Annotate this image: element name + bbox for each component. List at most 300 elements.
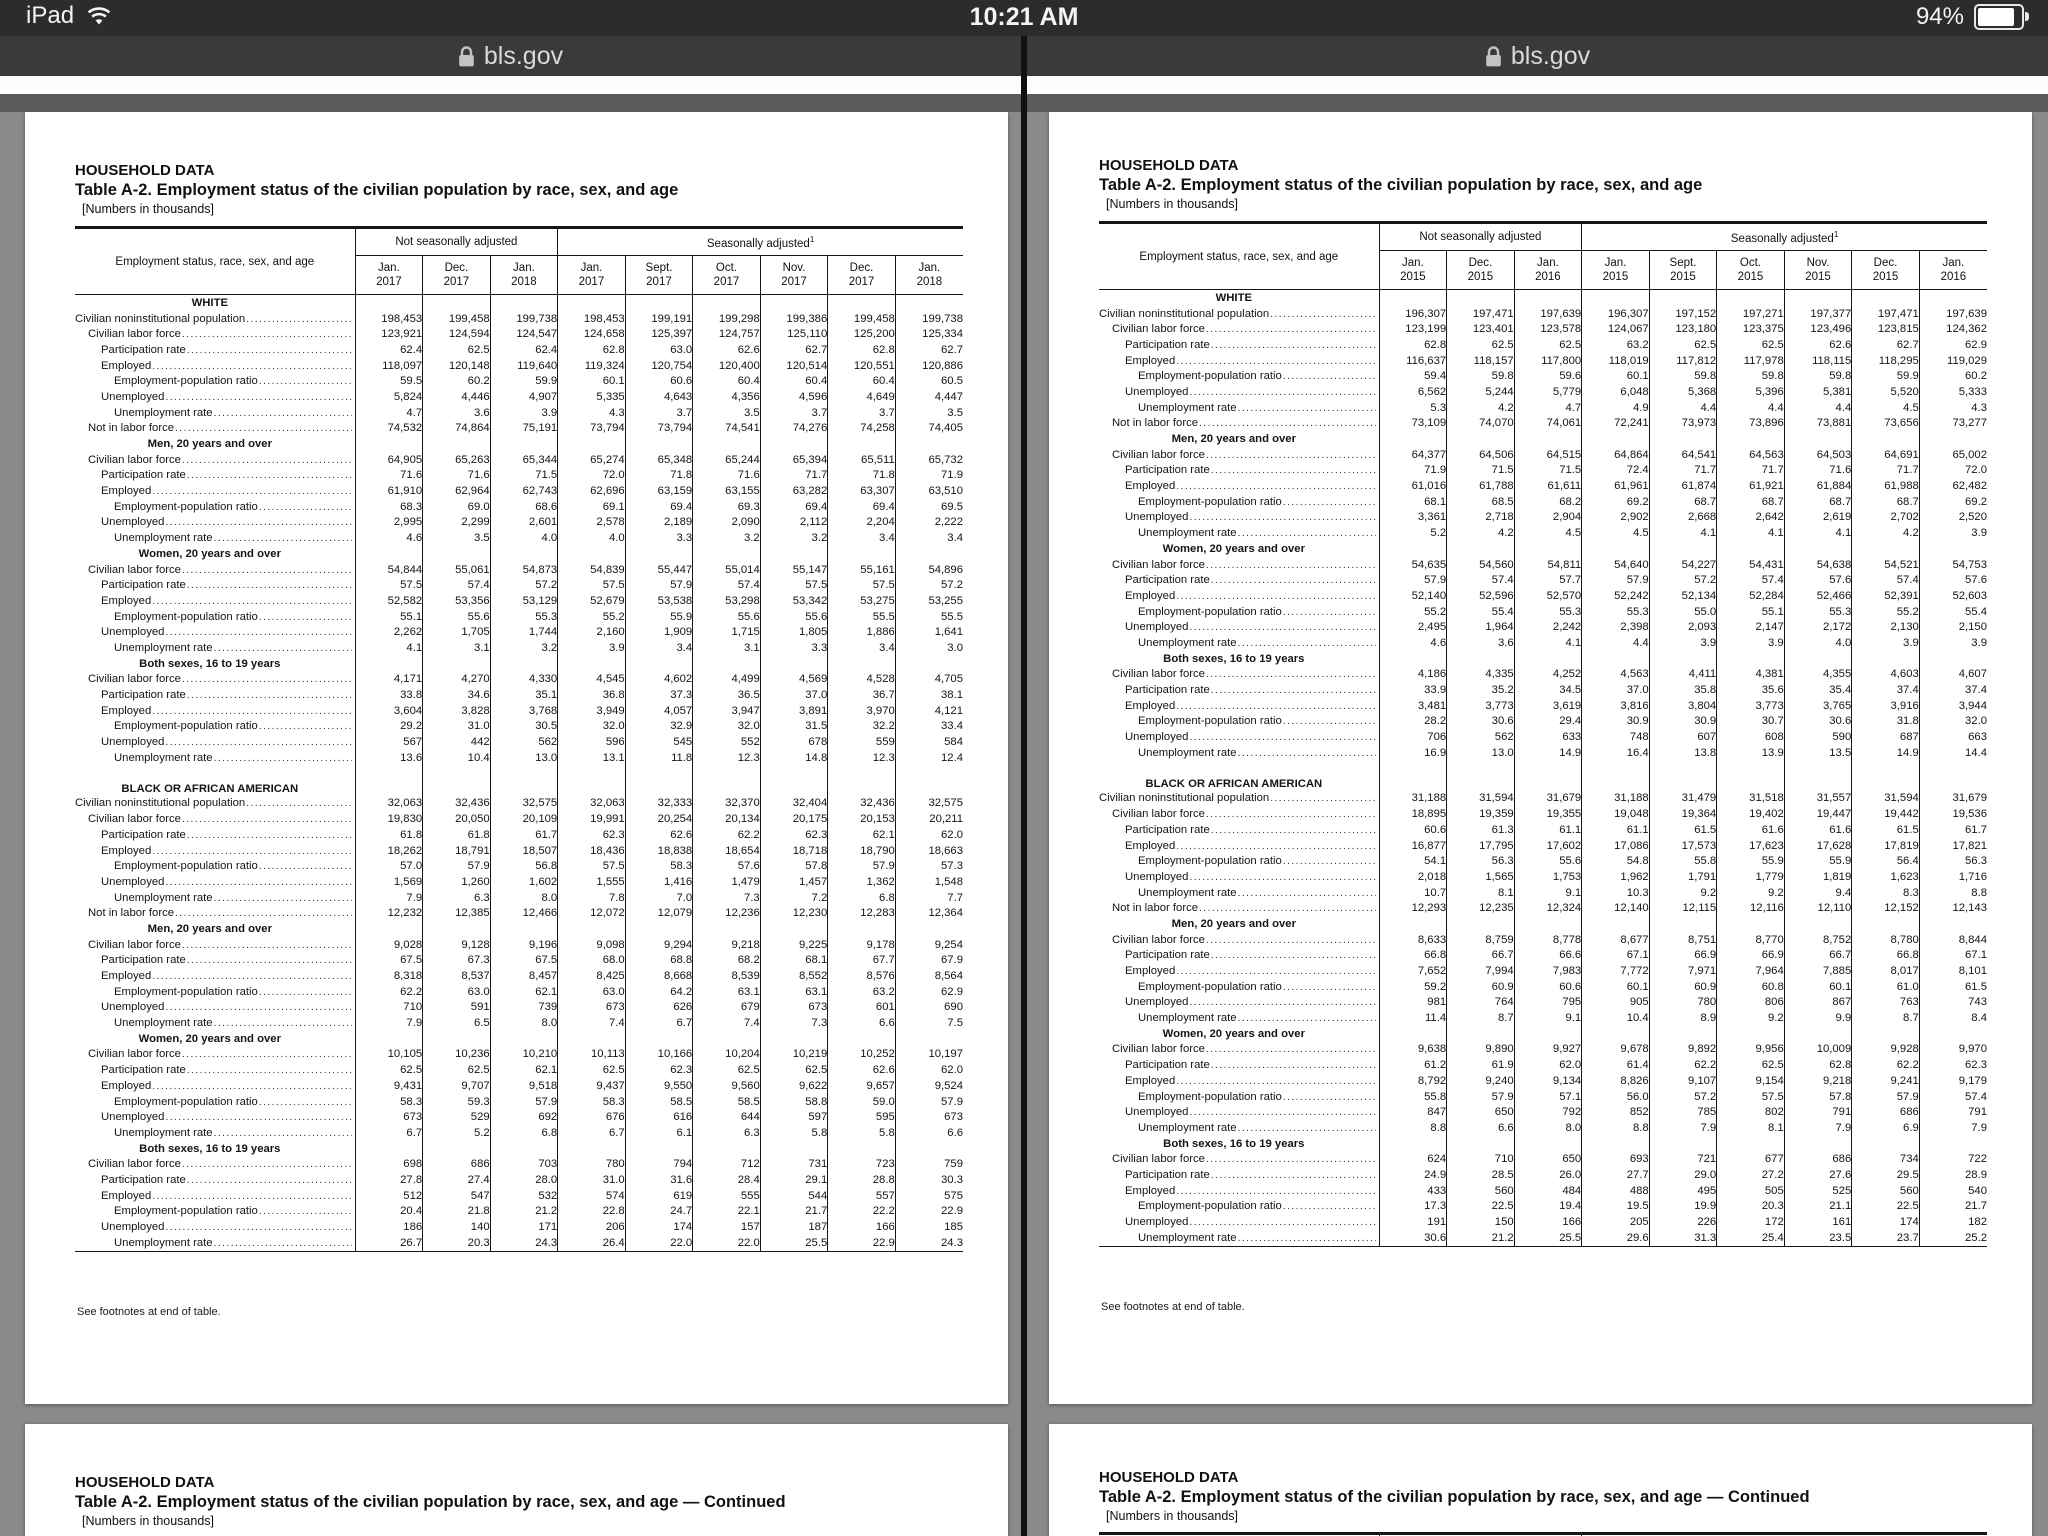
section-label: Both sexes, 16 to 19 years [139,657,281,670]
value-cell: 12.3 [693,750,761,766]
value-cell: 123,401 [1447,321,1515,337]
value-cell: 7.4 [558,1015,626,1031]
value-cell: 55.3 [1784,604,1852,620]
value-cell: 633 [1514,729,1582,745]
empty-cell [1582,290,1650,306]
value-cell: 65,244 [693,452,761,468]
value-cell: 60.1 [1582,979,1650,995]
value-cell: 61.6 [1717,822,1785,838]
value-cell: 119,640 [490,358,558,374]
dot-leader [1211,685,1376,696]
row-label-cell: Unemployment rate ..... [1099,400,1379,416]
value-cell: 61.5 [1919,979,1987,995]
value-cell: 5.2 [423,1125,491,1141]
value-cell: 62.7 [1852,337,1920,353]
value-cell: 30.3 [895,1172,963,1188]
row-label-cell: Civilian labor force ..... [75,562,355,578]
dot-leader [1199,418,1376,429]
value-cell: 4.2 [1852,525,1920,541]
table-row [75,499,963,515]
value-cell: 562 [1447,729,1515,745]
value-cell: 62,743 [490,483,558,499]
dot-leader [187,690,352,701]
value-cell: 57.6 [1784,572,1852,588]
value-cell: 3,773 [1717,698,1785,714]
value-cell: 38.1 [895,687,963,703]
value-cell: 16,877 [1379,838,1447,854]
empty-cell [1379,651,1447,667]
value-cell: 18,718 [760,843,828,859]
table-row [75,905,963,921]
value-cell: 9,657 [828,1078,896,1094]
value-cell: 734 [1852,1151,1920,1167]
table-row [1099,791,1987,807]
value-cell: 60.9 [1649,979,1717,995]
value-cell: 67.5 [490,953,558,969]
value-cell: 10,204 [693,1047,761,1063]
value-cell: 806 [1717,995,1785,1011]
dot-leader [1199,903,1376,914]
value-cell: 3.6 [423,405,491,421]
value-cell: 22.2 [828,1204,896,1220]
value-cell: 2,242 [1514,619,1582,635]
value-cell: 532 [490,1188,558,1204]
dot-leader [152,1191,351,1202]
value-cell: 4,499 [693,672,761,688]
value-cell: 10.3 [1582,885,1650,901]
value-cell: 68.7 [1649,494,1717,510]
value-cell: 8.7 [1852,1010,1920,1026]
value-cell: 1,565 [1447,869,1515,885]
value-cell: 53,275 [828,593,896,609]
value-cell: 591 [423,1000,491,1016]
value-cell: 7.0 [625,890,693,906]
row-label-cell: Unemployed ..... [75,389,355,405]
row-label-cell: Civilian labor force ..... [1099,557,1379,573]
value-cell: 62.5 [558,1062,626,1078]
value-cell: 2,578 [558,515,626,531]
value-cell: 8,576 [828,968,896,984]
table-row [1099,572,1987,588]
dot-leader [1189,732,1375,743]
empty-cell [828,1141,896,1157]
value-cell: 116,637 [1379,353,1447,369]
value-cell: 25.4 [1717,1230,1785,1246]
empty-cell [693,921,761,937]
value-cell: 20,134 [693,811,761,827]
value-cell: 607 [1649,729,1717,745]
section-heading: HOUSEHOLD DATA [75,1474,215,1491]
value-cell: 57.6 [1919,572,1987,588]
value-cell: 17,821 [1919,838,1987,854]
pdf-viewer[interactable] [0,112,1021,1536]
value-cell: 677 [1717,1151,1785,1167]
value-cell: 721 [1649,1151,1717,1167]
value-cell: 62,482 [1919,478,1987,494]
month-column-header: Dec. 2017 [423,256,491,295]
dot-leader [214,408,352,419]
value-cell: 795 [1514,995,1582,1011]
table-row [75,719,963,735]
value-cell: 9,622 [760,1078,828,1094]
dot-leader [1176,591,1375,602]
value-cell: 3.3 [760,640,828,656]
value-cell: 73,881 [1784,416,1852,432]
dot-leader [1189,997,1375,1008]
value-cell: 9.2 [1717,885,1785,901]
value-cell: 63.1 [693,984,761,1000]
value-cell: 57.5 [558,858,626,874]
value-cell: 57.9 [490,1094,558,1110]
value-cell: 55.2 [1379,604,1447,620]
value-cell: 65,274 [558,452,626,468]
value-cell: 54,635 [1379,557,1447,573]
row-label-cell: Employed ..... [75,483,355,499]
dot-leader [246,314,351,325]
empty-cell [1852,541,1920,557]
pdf-page-next [1049,1424,2032,1536]
group-header: Seasonally adjusted$^1$ [558,228,963,256]
value-cell: 62.9 [1919,337,1987,353]
value-cell: 686 [1784,1151,1852,1167]
value-cell: 5,244 [1447,384,1515,400]
pdf-viewer[interactable] [1027,112,2048,1536]
url-bar[interactable] [1027,36,2048,76]
dot-leader [182,674,352,685]
value-cell: 2,222 [895,515,963,531]
section-label: Men, 20 years and over [147,438,272,451]
value-cell: 8,457 [490,968,558,984]
section-label: Women, 20 years and over [138,547,281,560]
row-label-cell: Participation rate ..... [75,687,355,703]
value-cell: 1,555 [558,874,626,890]
row-label-cell: Employed ..... [1099,1073,1379,1089]
value-cell: 66.9 [1649,948,1717,964]
value-cell: 62.1 [490,984,558,1000]
empty-cell [490,295,558,311]
value-cell: 9,638 [1379,1042,1447,1058]
value-cell: 32,063 [558,796,626,812]
value-cell: 9,225 [760,937,828,953]
value-cell: 2,668 [1649,510,1717,526]
value-cell: 61,884 [1784,478,1852,494]
value-cell: 57.9 [828,858,896,874]
empty-cell [490,656,558,672]
dot-leader [1238,1233,1376,1244]
value-cell: 559 [828,734,896,750]
value-cell: 9,028 [355,937,423,953]
table-row [1099,979,1987,995]
section-label: BLACK OR AFRICAN AMERICAN [1145,777,1323,790]
value-cell: 4.4 [1717,400,1785,416]
row-label-cell: Civilian labor force ..... [1099,932,1379,948]
value-cell: 199,738 [895,311,963,327]
dot-leader [182,329,352,340]
value-cell: 56.4 [1852,853,1920,869]
table-row [1099,1199,1987,1215]
value-cell: 14.4 [1919,745,1987,761]
value-cell: 55.1 [355,609,423,625]
empty-cell [355,295,423,311]
section-header-row [1099,761,1987,791]
value-cell: 3,970 [828,703,896,719]
value-cell: 61,961 [1582,478,1650,494]
dot-leader [1176,481,1375,492]
value-cell: 57.4 [1852,572,1920,588]
value-cell: 62.5 [1717,1057,1785,1073]
value-cell: 3,891 [760,703,828,719]
table-row [75,1062,963,1078]
value-cell: 52,679 [558,593,626,609]
dot-leader [187,830,352,841]
value-cell: 9,128 [423,937,491,953]
value-cell: 71.9 [895,468,963,484]
month-column-header: Dec. 2017 [828,256,896,295]
value-cell: 22.1 [693,1204,761,1220]
value-cell: 53,298 [693,593,761,609]
dot-leader [214,753,352,764]
value-cell: 8,318 [355,968,423,984]
value-cell: 57.1 [1514,1089,1582,1105]
dot-leader [1283,856,1376,867]
value-cell: 123,375 [1717,321,1785,337]
value-cell: 53,255 [895,593,963,609]
table-row [75,1078,963,1094]
value-cell: 12,116 [1717,900,1785,916]
value-cell: 197,271 [1717,306,1785,322]
value-cell: 4,596 [760,389,828,405]
value-cell: 4.6 [1379,635,1447,651]
value-cell: 124,757 [693,326,761,342]
value-cell: 63.2 [828,984,896,1000]
value-cell: 802 [1717,1104,1785,1120]
empty-cell [1852,1136,1920,1152]
pdf-top-strip [1027,76,2048,94]
value-cell: 60.4 [693,373,761,389]
empty-cell [625,656,693,672]
value-cell: 52,242 [1582,588,1650,604]
value-cell: 4,563 [1582,667,1650,683]
value-cell: 5.8 [828,1125,896,1141]
value-cell: 68.3 [355,499,423,515]
month-column-header: Jan. 2015 [1582,251,1650,290]
value-cell: 54,227 [1649,557,1717,573]
value-cell: 30.6 [1784,714,1852,730]
value-cell: 57.9 [625,577,693,593]
row-label-cell: Civilian labor force ..... [1099,1151,1379,1167]
table-row [75,483,963,499]
row-label-cell: Employment-population ratio ..... [75,499,355,515]
empty-cell [693,436,761,452]
table-title: Table A-2. Employment status of the civilian population by race, sex, and age [75,181,679,199]
row-label-cell: Employment-population ratio ..... [75,1204,355,1220]
empty-cell [558,1031,626,1047]
table-row [1099,1183,1987,1199]
lock-icon [458,45,475,68]
value-cell: 71.5 [1447,463,1515,479]
value-cell: 37.0 [760,687,828,703]
value-cell: 33.8 [355,687,423,703]
row-label-cell: Employed ..... [1099,1183,1379,1199]
value-cell: 8,759 [1447,932,1515,948]
value-cell: 2,130 [1852,619,1920,635]
empty-cell [1582,431,1650,447]
value-cell: 9,927 [1514,1042,1582,1058]
value-cell: 57.6 [693,858,761,874]
dot-leader [1176,1186,1375,1197]
value-cell: 54,896 [895,562,963,578]
value-cell: 8,751 [1649,932,1717,948]
dot-leader [259,376,352,387]
empty-cell [355,436,423,452]
group-header: Not seasonally adjusted [355,228,558,256]
value-cell: 58.8 [760,1094,828,1110]
split-view-divider[interactable] [1021,36,1027,1536]
table-row [75,640,963,656]
value-cell: 60.2 [1919,368,1987,384]
row-label-cell: Civilian labor force ..... [1099,447,1379,463]
section-header-row [75,656,963,672]
empty-cell [1852,431,1920,447]
value-cell: 57.4 [1717,572,1785,588]
dot-leader [214,1018,352,1029]
value-cell: 10,210 [490,1047,558,1063]
value-cell: 4.4 [1649,400,1717,416]
dot-leader [1189,1107,1375,1118]
table-row [75,1109,963,1125]
row-label-cell: Employed ..... [1099,478,1379,494]
value-cell: 66.8 [1852,948,1920,964]
value-cell: 488 [1582,1183,1650,1199]
value-cell: 71.5 [490,468,558,484]
empty-cell [1717,290,1785,306]
row-label-cell: Civilian labor force ..... [1099,806,1379,822]
empty-cell [1852,1026,1920,1042]
value-cell: 64,515 [1514,447,1582,463]
stub-column-header: Employment status, race, sex, and age [75,228,355,295]
value-cell: 62.1 [828,827,896,843]
row-label-cell: Civilian labor force ..... [75,1156,355,1172]
value-cell: 792 [1514,1104,1582,1120]
value-cell: 64.2 [625,984,693,1000]
value-cell: 197,471 [1447,306,1515,322]
section-label: BLACK OR AFRICAN AMERICAN [121,782,299,795]
value-cell: 5,396 [1717,384,1785,400]
value-cell: 14.9 [1514,745,1582,761]
value-cell: 28.0 [490,1172,558,1188]
empty-cell [558,295,626,311]
employment-status-table [75,226,963,1252]
value-cell: 123,921 [355,326,423,342]
dot-leader [182,1159,352,1170]
value-cell: 650 [1447,1104,1515,1120]
value-cell: 31,594 [1447,791,1515,807]
value-cell: 12,466 [490,905,558,921]
dot-leader [1238,638,1376,649]
section-label: Men, 20 years and over [1171,917,1296,930]
table-row [1099,698,1987,714]
value-cell: 794 [625,1156,693,1172]
row-label-cell: Civilian labor force ..... [75,326,355,342]
status-bar [0,0,2048,36]
row-label-cell: Unemployment rate ..... [75,1235,355,1251]
value-cell: 185 [895,1219,963,1235]
value-cell: 60.1 [1784,979,1852,995]
value-cell: 124,594 [423,326,491,342]
table-row [75,326,963,342]
month-column-header: Jan. 2016 [1514,251,1582,290]
dot-leader [165,1222,351,1233]
value-cell: 3,361 [1379,510,1447,526]
value-cell: 4,528 [828,672,896,688]
value-cell: 8.8 [1919,885,1987,901]
value-cell: 5.3 [1379,400,1447,416]
value-cell: 68.7 [1717,494,1785,510]
dot-leader [1211,575,1376,586]
value-cell: 8.1 [1447,885,1515,901]
empty-cell [423,1031,491,1047]
value-cell: 7,652 [1379,963,1447,979]
empty-cell [1514,651,1582,667]
row-label-cell: Civilian noninstitutional population ..... [1099,791,1379,807]
value-cell: 199,386 [760,311,828,327]
value-cell: 16.9 [1379,745,1447,761]
value-cell: 62.3 [625,1062,693,1078]
empty-cell [1717,431,1785,447]
row-label-cell: Unemployed ..... [1099,619,1379,635]
value-cell: 62.5 [355,1062,423,1078]
value-cell: 698 [355,1156,423,1172]
safari-pane-right [1027,36,2048,1536]
value-cell: 57.7 [1514,572,1582,588]
table-row [1099,463,1987,479]
value-cell: 37.4 [1852,682,1920,698]
value-cell: 4,356 [693,389,761,405]
value-cell: 69.3 [693,499,761,515]
value-cell: 3,828 [423,703,491,719]
value-cell: 12,364 [895,905,963,921]
value-cell: 62.3 [760,827,828,843]
value-cell: 117,812 [1649,353,1717,369]
dot-leader [165,877,351,888]
table-row [1099,1151,1987,1167]
dot-leader [1206,560,1376,571]
value-cell: 55.0 [1649,604,1717,620]
empty-cell [895,436,963,452]
value-cell: 68.1 [1379,494,1447,510]
empty-cell [760,656,828,672]
dot-leader [182,940,352,951]
value-cell: 17,795 [1447,838,1515,854]
value-cell: 52,134 [1649,588,1717,604]
value-cell: 55.3 [1582,604,1650,620]
value-cell: 1,479 [693,874,761,890]
empty-cell [1447,761,1515,791]
dot-leader [1206,1044,1376,1055]
value-cell: 35.6 [1717,682,1785,698]
value-cell: 62.6 [1784,337,1852,353]
value-cell: 5,779 [1514,384,1582,400]
row-label-cell: Civilian labor force ..... [75,672,355,688]
url-bar[interactable] [0,36,1021,76]
value-cell: 56.3 [1919,853,1987,869]
dot-leader [1176,356,1375,367]
dot-leader [1238,403,1376,414]
empty-cell [355,1141,423,1157]
value-cell: 60.6 [1379,822,1447,838]
value-cell: 69.0 [423,499,491,515]
value-cell: 54,873 [490,562,558,578]
